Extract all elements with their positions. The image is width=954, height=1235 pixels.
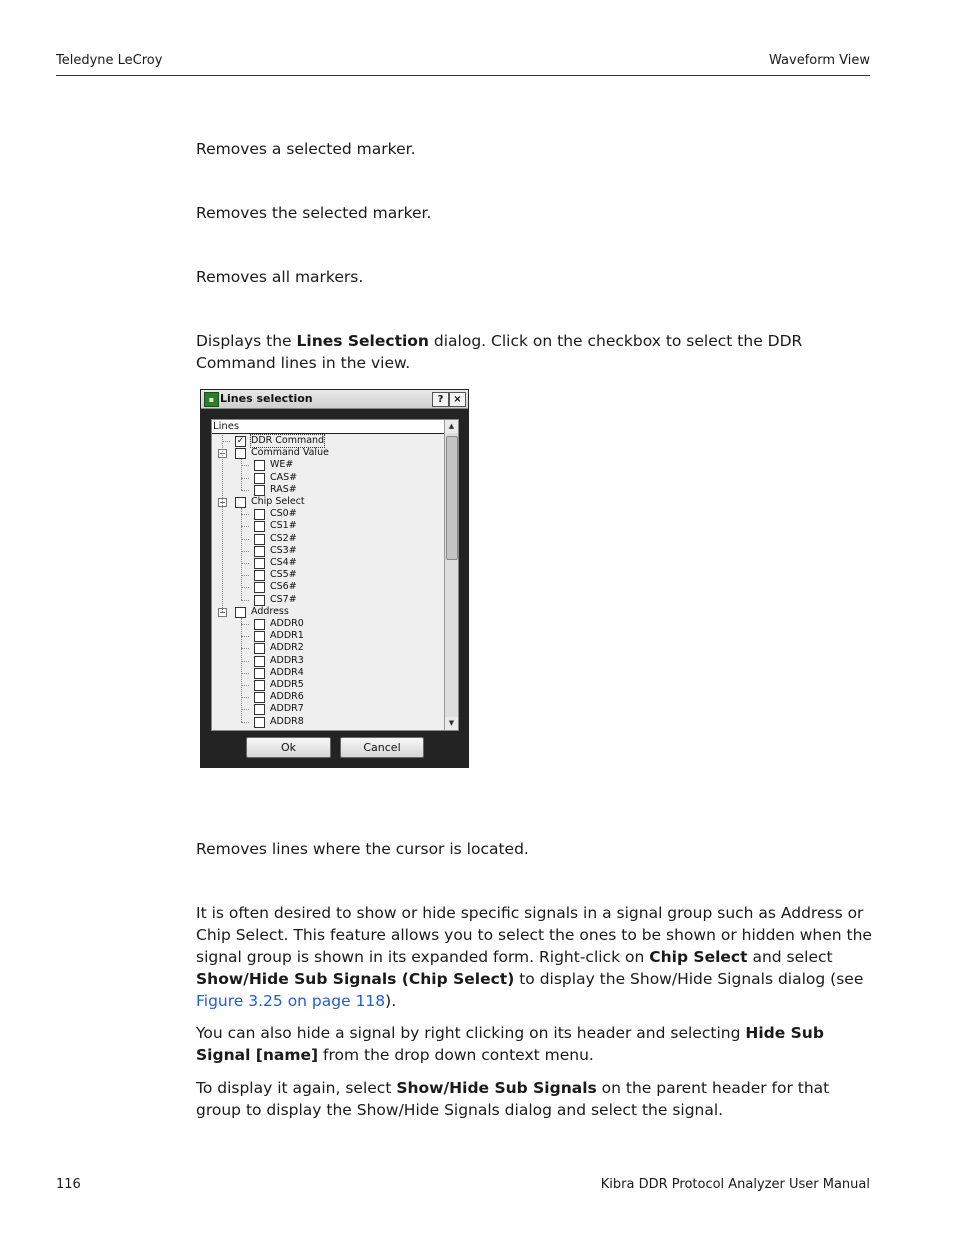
- tree-connector: [241, 600, 249, 601]
- tree-connector: [222, 441, 230, 442]
- paragraph-lines-selection: [196, 330, 872, 374]
- tree-signal-row[interactable]: [212, 569, 444, 581]
- line-checkbox[interactable]: [254, 534, 265, 545]
- tree-group-row[interactable]: [212, 447, 444, 459]
- line-label: CS6#: [270, 581, 297, 593]
- line-checkbox[interactable]: [235, 607, 246, 618]
- tree-connector: [241, 575, 249, 576]
- line-checkbox[interactable]: [254, 521, 265, 532]
- line-checkbox[interactable]: [254, 558, 265, 569]
- bold-term: Chip Select: [649, 948, 748, 966]
- line-label: Command Value: [251, 447, 329, 459]
- tree-connector: [241, 697, 249, 698]
- text: ).: [385, 992, 397, 1010]
- paragraph-remove-marker: Removes the selected marker.: [196, 204, 432, 222]
- line-checkbox[interactable]: [254, 473, 265, 484]
- text: dialog. Click on the checkbox to select the DDR Command lines in the view.: [196, 332, 803, 372]
- tree-connector: [241, 618, 242, 722]
- line-label: CS4#: [270, 557, 297, 568]
- line-checkbox[interactable]: [254, 692, 265, 703]
- line-checkbox[interactable]: [254, 643, 265, 654]
- tree-connector: [241, 648, 249, 649]
- tree-signal-row[interactable]: [212, 459, 444, 471]
- running-header-right: Waveform View: [769, 53, 870, 68]
- text: and select: [747, 948, 833, 966]
- tree-group-row[interactable]: [212, 435, 444, 447]
- line-label: ADDR1: [270, 630, 304, 642]
- tree-group-row[interactable]: [212, 496, 444, 508]
- line-label: ADDR0: [270, 618, 304, 629]
- tree-signal-row[interactable]: [212, 655, 444, 667]
- tree-connector: [241, 636, 249, 637]
- line-label: CS5#: [270, 569, 297, 581]
- line-label: CAS#: [270, 471, 298, 483]
- bold-term: Show/Hide Sub Signals (Chip Select): [196, 970, 515, 988]
- text: on the parent header for that group to display the Show/Hide Signals dialog and select the signal.: [196, 1079, 830, 1119]
- tree-signal-row[interactable]: [212, 642, 444, 654]
- line-checkbox[interactable]: [254, 668, 265, 679]
- dialog-title-bar: [201, 390, 468, 409]
- lines-tree-list[interactable]: [211, 419, 459, 731]
- tree-signal-row[interactable]: [212, 594, 444, 606]
- paragraph-remove-selected-marker: Removes a selected marker.: [196, 140, 416, 158]
- line-checkbox[interactable]: ✓: [236, 436, 245, 446]
- line-label: CS1#: [270, 520, 297, 532]
- bold-term: Show/Hide Sub Signals: [396, 1079, 597, 1097]
- tree-connector: [241, 478, 249, 479]
- tree-signal-row[interactable]: [212, 667, 444, 679]
- line-checkbox[interactable]: [254, 704, 265, 715]
- scroll-thumb[interactable]: [446, 436, 458, 560]
- line-label: Chip Select: [251, 496, 305, 507]
- tree-signal-row[interactable]: [212, 472, 444, 484]
- tree-connector: [222, 435, 223, 612]
- footer-title: Kibra DDR Protocol Analyzer User Manual: [600, 1177, 870, 1192]
- tree-connector: [241, 624, 249, 625]
- tree-connector: [241, 526, 249, 527]
- tree-connector: [241, 508, 242, 599]
- tree-connector: [241, 673, 249, 674]
- line-checkbox[interactable]: [254, 460, 265, 471]
- dialog-title: Lines selection: [220, 392, 313, 405]
- collapse-toggle-icon[interactable]: −: [219, 498, 226, 507]
- tree-connector: [241, 563, 249, 564]
- app-icon: ▪: [204, 392, 219, 407]
- tree-signal-row[interactable]: [212, 508, 444, 520]
- text: You can also hide a signal by right clicking on its header and selecting: [196, 1024, 746, 1042]
- line-label: ADDR2: [270, 642, 304, 654]
- tree-connector: [241, 539, 249, 540]
- tree-signal-row[interactable]: [212, 691, 444, 703]
- page-number: 116: [56, 1177, 81, 1192]
- line-label: Address: [251, 605, 289, 617]
- tree-connector: [241, 709, 249, 710]
- line-checkbox[interactable]: [254, 595, 265, 606]
- tree-connector: [241, 661, 249, 662]
- text: Displays the: [196, 332, 297, 350]
- figure-link[interactable]: Figure 3.25 on page 118: [196, 992, 386, 1010]
- tree-connector: [241, 722, 249, 723]
- line-label: CS3#: [270, 544, 297, 556]
- text: to display the Show/Hide Signals dialog (see: [514, 970, 864, 988]
- line-checkbox[interactable]: [235, 448, 246, 459]
- tree-connector: [241, 459, 242, 489]
- line-checkbox[interactable]: [254, 631, 265, 642]
- tree-connector: [241, 685, 249, 686]
- text: from the drop down context menu.: [318, 1046, 594, 1064]
- list-header: Lines: [212, 420, 445, 434]
- line-checkbox[interactable]: [254, 619, 265, 630]
- line-checkbox[interactable]: [254, 546, 265, 557]
- line-label: ADDR4: [270, 666, 304, 678]
- tree-connector: [241, 551, 249, 552]
- tree-connector: [241, 490, 249, 491]
- tree-signal-row[interactable]: [212, 581, 444, 593]
- vertical-scrollbar[interactable]: [444, 420, 458, 730]
- tree-connector: [241, 514, 249, 515]
- bold-term: Lines Selection: [296, 332, 429, 350]
- line-checkbox[interactable]: [254, 656, 265, 667]
- line-label: RAS#: [270, 483, 297, 495]
- line-checkbox[interactable]: [254, 570, 265, 581]
- line-label: ADDR5: [270, 679, 304, 690]
- tree-signal-row[interactable]: [212, 520, 444, 532]
- tree-signal-row[interactable]: [212, 545, 444, 557]
- line-checkbox[interactable]: [235, 497, 246, 508]
- line-label: DDR Command: [251, 435, 325, 446]
- tree-signal-row[interactable]: [212, 618, 444, 630]
- line-checkbox[interactable]: [254, 485, 265, 496]
- tree-connector: [241, 465, 249, 466]
- scroll-up-arrow-icon[interactable]: ▲: [445, 420, 458, 433]
- line-label: CS7#: [270, 593, 297, 605]
- line-label: ADDR7: [270, 703, 304, 715]
- paragraph-display-again: [196, 1077, 872, 1121]
- line-checkbox[interactable]: [254, 582, 265, 593]
- line-label: ADDR3: [270, 654, 304, 666]
- collapse-toggle-icon[interactable]: −: [219, 449, 226, 459]
- line-label: WE#: [270, 459, 294, 471]
- line-label: ADDR8: [270, 715, 304, 727]
- help-button[interactable]: ?: [432, 392, 449, 407]
- tree-connector: [241, 587, 249, 588]
- header-divider: [56, 75, 870, 76]
- line-checkbox[interactable]: [254, 509, 265, 520]
- text: It is often desired to show or hide specific signals in a signal group such as Address or Chip Select. This feature allows you to select the ones to be shown or hidden when the signal group is shown in its expanded form. Right-click on: [196, 904, 872, 966]
- ok-button[interactable]: Ok: [246, 737, 331, 758]
- line-label: ADDR6: [270, 691, 304, 703]
- tree-signal-row[interactable]: [212, 533, 444, 545]
- paragraph-remove-all-markers: Removes all markers.: [196, 268, 364, 286]
- scroll-down-arrow-icon[interactable]: ▼: [445, 717, 458, 730]
- line-label: CS2#: [270, 532, 297, 544]
- cancel-button[interactable]: Cancel: [340, 737, 424, 758]
- line-label: CS0#: [270, 508, 297, 520]
- tree-signal-row[interactable]: [212, 716, 444, 728]
- line-checkbox[interactable]: [254, 717, 265, 728]
- close-button[interactable]: ×: [449, 392, 466, 407]
- bold-term: Hide Sub Signal [name]: [196, 1024, 824, 1064]
- paragraph-hide-sub-signal: [196, 1022, 872, 1066]
- tree-group-row[interactable]: [212, 606, 444, 618]
- tree-signal-row[interactable]: [212, 557, 444, 569]
- running-header-left: Teledyne LeCroy: [56, 53, 163, 68]
- line-checkbox[interactable]: [254, 680, 265, 691]
- tree-signal-row[interactable]: [212, 703, 444, 715]
- paragraph-remove-lines: Removes lines where the cursor is located.: [196, 840, 529, 858]
- text: To display it again, select: [196, 1079, 397, 1097]
- collapse-toggle-icon[interactable]: −: [219, 607, 226, 617]
- lines-selection-dialog: [200, 389, 469, 768]
- tree-signal-row[interactable]: [212, 679, 444, 691]
- tree-signal-row[interactable]: [212, 484, 444, 496]
- tree-signal-row[interactable]: [212, 630, 444, 642]
- paragraph-show-hide-signals: [196, 902, 872, 1012]
